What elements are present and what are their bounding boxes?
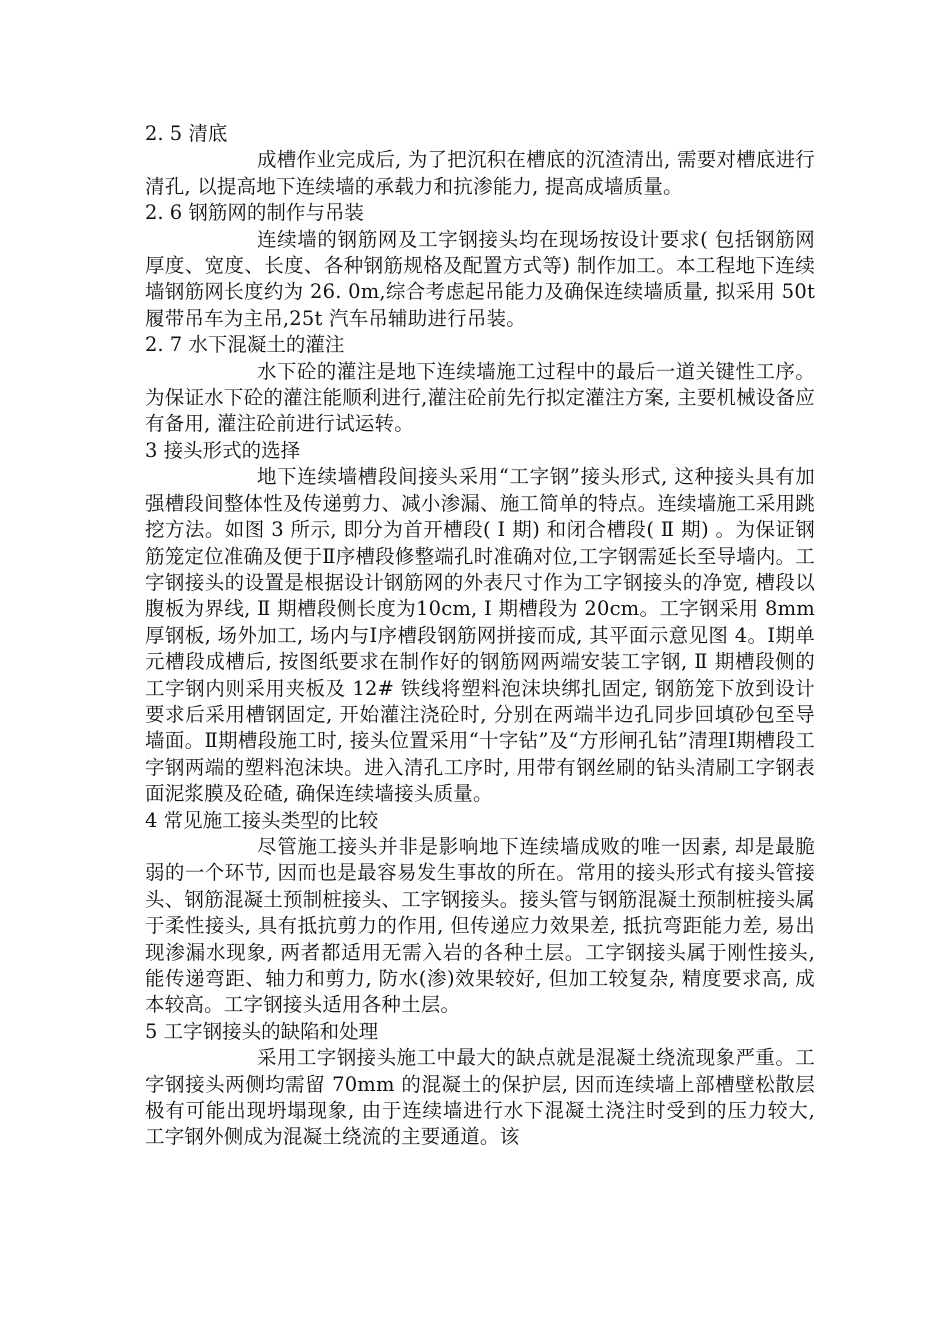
section-heading-4: 4 常见施工接头类型的比较	[145, 808, 379, 832]
section-paragraph-2-6: 连续墙的钢筋网及工字钢接头均在现场按设计要求( 包括钢筋网厚度、宽度、长度、各种钢筋规格及配置方式等) 制作加工。本工程地下连续墙钢筋网长度约为 26. 0m,综合考虑起吊能力及确保连续墙质量, 拟采用 50t 履带吊车为主吊,25t 汽车吊辅助进行吊装。	[145, 227, 815, 330]
section-heading-2-5: 2. 5 清底	[145, 122, 228, 145]
section-heading-5: 5 工字钢接头的缺陷和处理	[145, 1019, 379, 1043]
document-body	[145, 121, 815, 1151]
section-heading-3: 3 接头形式的选择	[145, 438, 301, 462]
section-paragraph-4: 尽管施工接头并非是影响地下连续墙成败的唯一因素, 却是最脆弱的一个环节, 因而也是最容易发生事故的所在。常用的接头形式有接头管接头、钢筋混凝土预制桩接头、工字钢接头。接头管与钢筋混凝土预制桩接头属于柔性接头, 具有抵抗剪力的作用, 但传递应力效果差, 抵抗弯距能力差, 易出现渗漏水现象, 两者都适用无需入岩的各种土层。工字钢接头属于刚性接头, 能传递弯距、轴力和剪力, 防水(渗)效果较好, 但加工较复杂, 精度要求高, 成本较高。工字钢接头适用各种土层。	[145, 834, 815, 1017]
section-paragraph-2-5: 成槽作业完成后, 为了把沉积在槽底的沉渣清出, 需要对槽底进行清孔, 以提高地下连续墙的承载力和抗渗能力, 提高成墙质量。	[145, 148, 815, 198]
section-paragraph-3: 地下连续墙槽段间接头采用“工字钢”接头形式, 这种接头具有加强槽段间整体性及传递剪力、减小渗漏、施工简单的特点。连续墙施工采用跳挖方法。如图 3 所示, 即分为首开槽段( Ⅰ 期) 和闭合槽段( Ⅱ 期) 。为保证钢筋笼定位准确及便于Ⅱ序槽段修整端孔时准确对位,工字钢需延长至导墙内。工字钢接头的设置是根据设计钢筋网的外表尺寸作为工字钢接头的净宽, 槽段以腹板为界线, Ⅱ 期槽段侧长度为10cm, Ⅰ 期槽段为 20cm。工字钢采用 8mm厚钢板, 场外加工, 场内与Ⅰ序槽段钢筋网拼接而成, 其平面示意见图 4。Ⅰ期单元槽段成槽后, 按图纸要求在制作好的钢筋网两端安装工字钢, Ⅱ 期槽段侧的工字钢内则采用夹板及 12# 铁线将塑料泡沫块绑扎固定, 钢筋笼下放到设计要求后采用槽钢固定, 开始灌注浇砼时, 分别在两端半边孔同步回填砂包至导墙面。Ⅱ期槽段施工时, 接头位置采用“十字钻”及“方形闸孔钻”清理Ⅰ期槽段工字钢两端的塑料泡沫块。进入清孔工序时, 用带有钢丝刷的钻头清刷工字钢表面泥浆膜及砼碴, 确保连续墙接头质量。	[145, 465, 815, 806]
section-paragraph-2-7: 水下砼的灌注是地下连续墙施工过程中的最后一道关键性工序。为保证水下砼的灌注能顺利进行,灌注砼前先行拟定灌注方案, 主要机械设备应有备用, 灌注砼前进行试运转。	[145, 359, 815, 436]
section-paragraph-5: 采用工字钢接头施工中最大的缺点就是混凝土绕流现象严重。工字钢接头两侧均需留 70mm 的混凝土的保护层, 因而连续墙上部槽壁松散层极有可能出现坍塌现象, 由于连续墙进行水下混凝土浇注时受到的压力较大, 工字钢外侧成为混凝土绕流的主要通道。该	[145, 1046, 815, 1149]
section-heading-2-7: 2. 7 水下混凝土的灌注	[145, 333, 345, 357]
section-heading-2-6: 2. 6 钢筋网的制作与吊装	[145, 201, 364, 225]
